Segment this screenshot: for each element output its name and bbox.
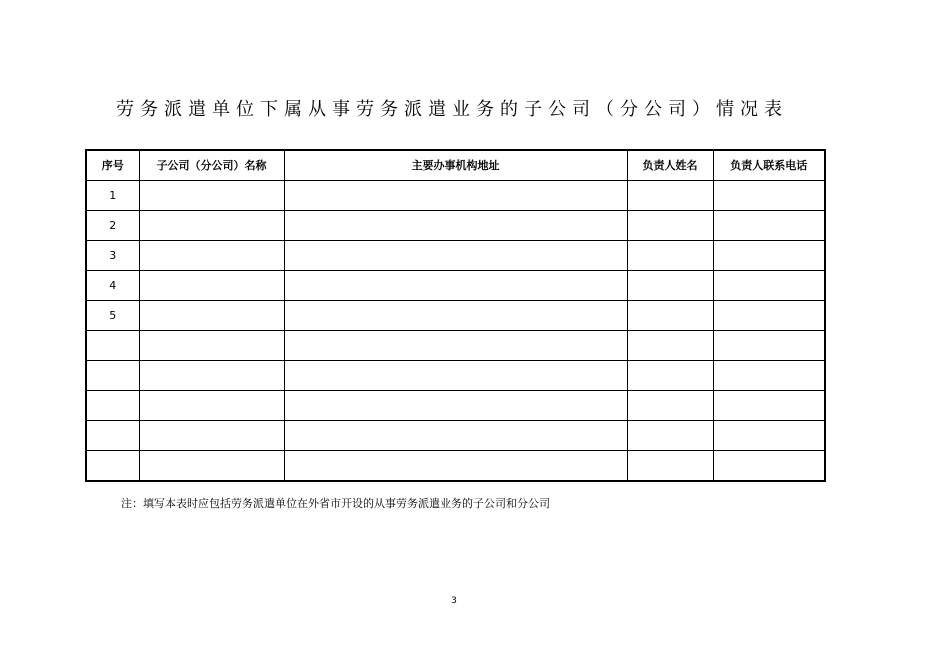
cell-manager-name [627,301,713,331]
cell-office-address [284,181,627,211]
cell-office-address [284,271,627,301]
table-row [86,361,825,391]
cell-office-address [284,301,627,331]
table-row [86,421,825,451]
footnote: 注：填写本表时应包括劳务派遣单位在外省市开设的从事劳务派遣业务的子公司和分公司 [121,497,550,510]
cell-serial-number [86,451,139,482]
page-number: 3 [451,596,457,606]
cell-subsidiary-name [139,241,284,271]
cell-office-address [284,331,627,361]
cell-serial-number [86,361,139,391]
cell-subsidiary-name [139,391,284,421]
cell-subsidiary-name [139,451,284,482]
table-row [86,271,825,301]
cell-manager-name [627,421,713,451]
cell-office-address [284,361,627,391]
cell-manager-phone [713,301,825,331]
cell-manager-phone [713,421,825,451]
header-office-address: 主要办事机构地址 [284,150,627,181]
cell-manager-name [627,451,713,482]
cell-subsidiary-name [139,271,284,301]
cell-manager-phone [713,241,825,271]
header-subsidiary-name: 子公司（分公司）名称 [139,150,284,181]
cell-office-address [284,241,627,271]
cell-serial-number: 5 [86,301,139,331]
cell-serial-number: 4 [86,271,139,301]
cell-office-address [284,421,627,451]
table-row [86,391,825,421]
cell-manager-phone [713,181,825,211]
cell-serial-number: 1 [86,181,139,211]
cell-manager-name [627,331,713,361]
table-row [86,451,825,482]
cell-manager-phone [713,391,825,421]
cell-subsidiary-name [139,301,284,331]
cell-subsidiary-name [139,211,284,241]
cell-office-address [284,451,627,482]
cell-manager-phone [713,271,825,301]
cell-manager-name [627,241,713,271]
table-row [86,241,825,271]
cell-manager-name [627,361,713,391]
cell-office-address [284,211,627,241]
cell-serial-number [86,391,139,421]
cell-subsidiary-name [139,361,284,391]
cell-subsidiary-name [139,331,284,361]
table-header-row [86,150,825,181]
cell-manager-name [627,391,713,421]
cell-serial-number: 3 [86,241,139,271]
cell-serial-number [86,421,139,451]
cell-manager-phone [713,331,825,361]
table-row [86,331,825,361]
cell-office-address [284,391,627,421]
cell-serial-number: 2 [86,211,139,241]
cell-serial-number [86,331,139,361]
header-manager-phone: 负责人联系电话 [713,150,825,181]
subsidiary-table [85,149,826,482]
table-row [86,301,825,331]
cell-manager-phone [713,361,825,391]
cell-manager-phone [713,451,825,482]
header-serial-number: 序号 [86,150,139,181]
page-title: 劳务派遣单位下属从事劳务派遣业务的子公司（分公司）情况表 [116,99,788,120]
cell-manager-name [627,181,713,211]
cell-manager-name [627,211,713,241]
cell-manager-name [627,271,713,301]
cell-manager-phone [713,211,825,241]
header-manager-name: 负责人姓名 [627,150,713,181]
cell-subsidiary-name [139,181,284,211]
table-row [86,211,825,241]
table-row [86,181,825,211]
cell-subsidiary-name [139,421,284,451]
